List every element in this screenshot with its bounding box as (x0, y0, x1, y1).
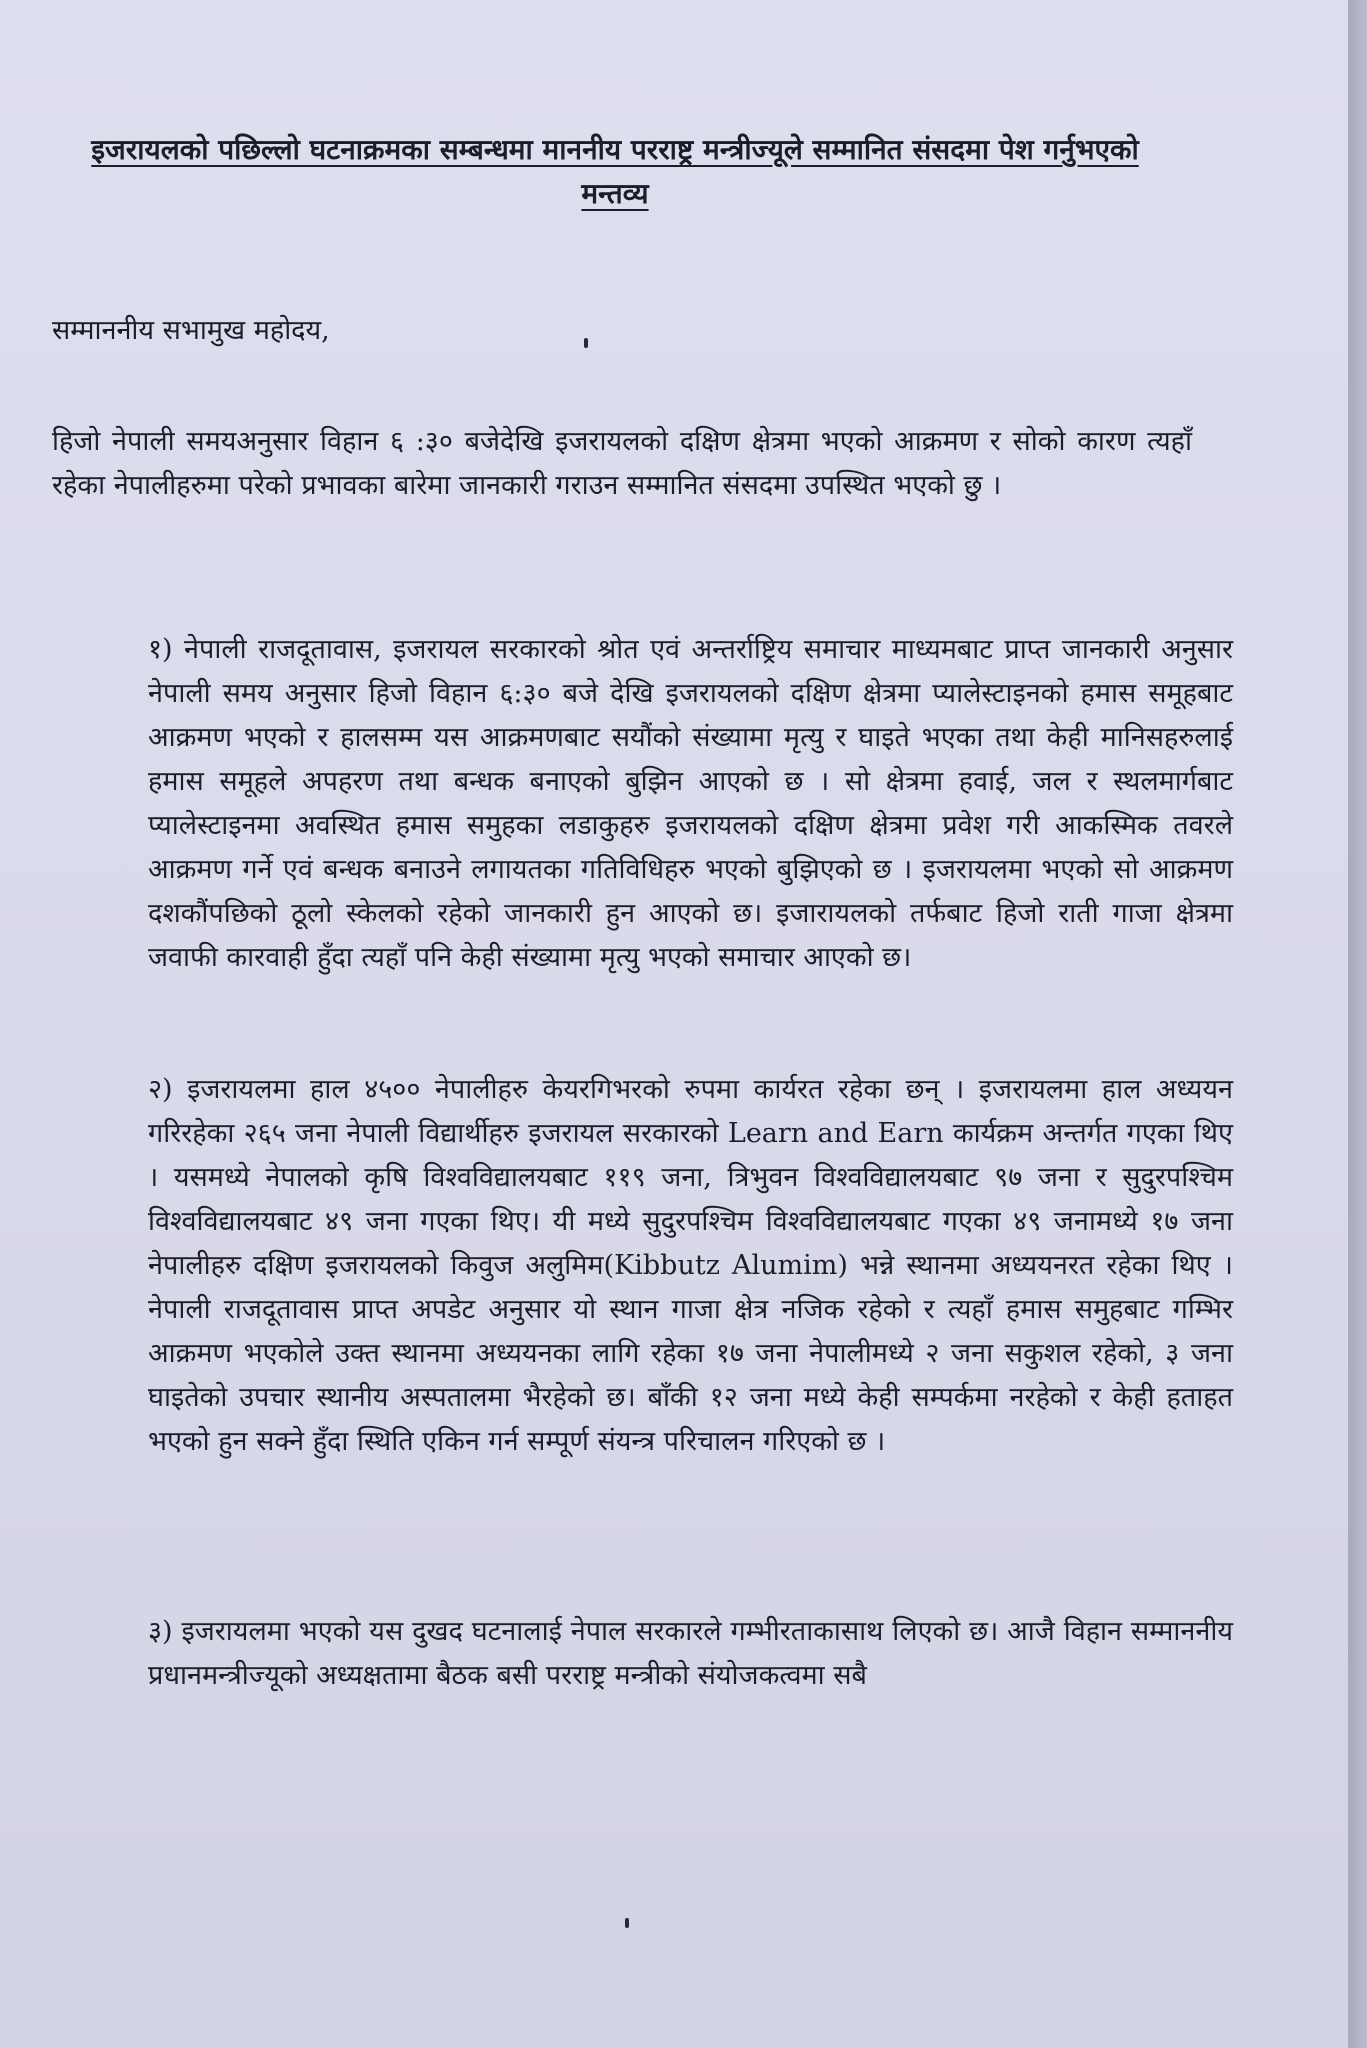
paragraph-3: ३) इजरायलमा भएको यस दुखद घटनालाई नेपाल सरकारले गम्भीरताकासाथ लिएको छ। आजै विहान सम्माननीय प्रधानमन्त्रीज्यूको अध्यक्षतामा बैठक बसी परराष्ट्र मन्त्रीको संयोजकत्वमा सबै (148, 1616, 1233, 1691)
background-surface (1348, 0, 1367, 2048)
ink-speck (625, 1918, 629, 1928)
salutation: सम्माननीय सभामुख महोदय, (52, 315, 330, 346)
document-title: इजरायलको पछिल्लो घटनाक्रमका सम्बन्धमा माननीय परराष्ट्र मन्त्रीज्यूले सम्मानित संसदमा पेश गर्नुभएको मन्तव्य (91, 133, 1139, 210)
ink-speck (584, 338, 588, 348)
paragraph-2: २) इजरायलमा हाल ४५०० नेपालीहरु केयरगिभरको रुपमा कार्यरत रहेका छन् । इजरायलमा हाल अध्ययन गरिरहेका २६५ जना नेपाली विद्यार्थीहरु इजरायल सरकारको Learn and Earn कार्यक्रम अन्तर्गत गएका थिए । यसमध्ये नेपालको कृषि विश्वविद्यालयबाट ११९ जना, त्रिभुवन विश्वविद्यालयबाट ९७ जना र सुदुरपश्चिम विश्वविद्यालयबाट ४९ जना गएका थिए। यी मध्ये सुदुरपश्चिम विश्वविद्यालयबाट गएका ४९ जनामध्ये १७ जना नेपालीहरु दक्षिण इजरायलको किवुज अलुमिम(Kibbutz Alumim) भन्ने स्थानमा अध्ययनरत रहेका थिए । नेपाली राजदूतावास प्राप्त अपडेट अनुसार यो स्थान गाजा क्षेत्र नजिक रहेको र त्यहाँ हमास समुहबाट गम्भिर आक्रमण भएकोले उक्त स्थानमा अध्ययनका लागि रहेका १७ जना नेपालीमध्ये २ जना सकुशल रहेको, ३ जना घाइतेको उपचार स्थानीय अस्पतालमा भैरहेको छ। बाँकी १२ जना मध्ये केही सम्पर्कमा नरहेको र केही हताहत भएको हुन सक्ने हुँदा स्थिति एकिन गर्न सम्पूर्ण संयन्त्र परिचालन गरिएको छ । (148, 1074, 1233, 1457)
intro-paragraph: हिजो नेपाली समयअनुसार विहान ६ :३० बजेदेखि इजरायलको दक्षिण क्षेत्रमा भएको आक्रमण र सोको कारण त्यहाँ रहेका नेपालीहरुमा परेको प्रभावका बारेमा जानकारी गराउन सम्मानित संसदमा उपस्थित भएको छु । (52, 426, 1192, 501)
paragraph-1: १) नेपाली राजदूतावास, इजरायल सरकारको श्रोत एवं अन्तर्राष्ट्रिय समाचार माध्यमबाट प्राप्त जानकारी अनुसार नेपाली समय अनुसार हिजो विहान ६:३० बजे देखि इजरायलको दक्षिण क्षेत्रमा प्यालेस्टाइनको हमास समूहबाट आक्रमण भएको र हालसम्म यस आक्रमणबाट सयौंको संख्यामा मृत्यु र घाइते भएका तथा केही मानिसहरुलाई हमास समूहले अपहरण तथा बन्धक बनाएको बुझिन आएको छ । सो क्षेत्रमा हवाई, जल र स्थलमार्गबाट प्यालेस्टाइनमा अवस्थित हमास समुहका लडाकुहरु इजरायलको दक्षिण क्षेत्रमा प्रवेश गरी आकस्मिक तवरले आक्रमण गर्ने एवं बन्धक बनाउने लगायतका गतिविधिहरु भएको बुझिएको छ । इजरायलमा भएको सो आक्रमण दशकौंपछिको ठूलो स्केलको रहेको जानकारी हुन आएको छ। इजारायलको तर्फबाट हिजो राती गाजा क्षेत्रमा जवाफी कारवाही हुँदा त्यहाँ पनि केही संख्यामा मृत्यु भएको समाचार आएको छ। (148, 634, 1233, 973)
